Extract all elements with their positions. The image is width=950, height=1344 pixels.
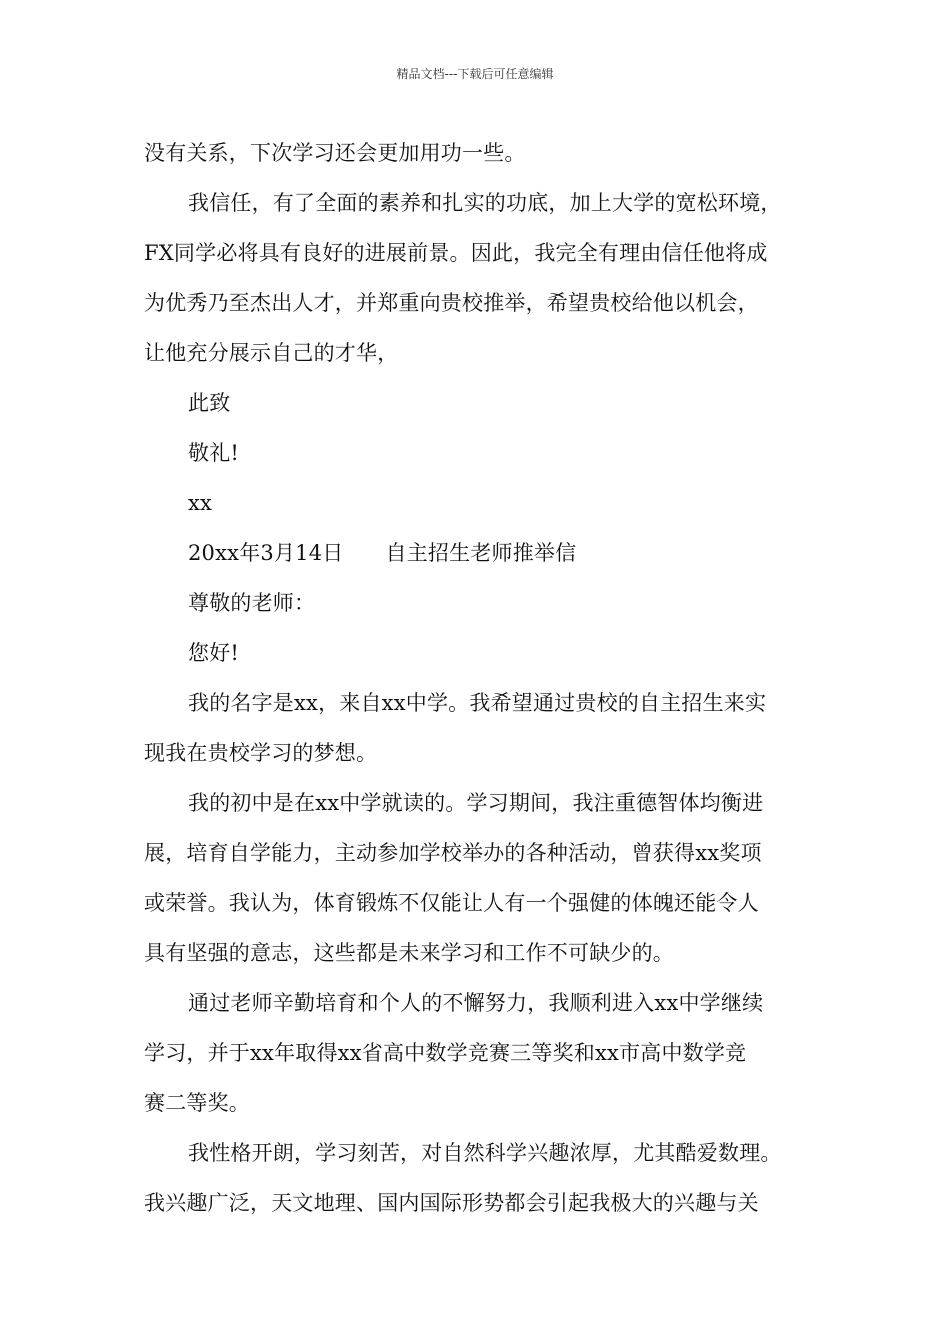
paragraph-line: 我信任，有了全面的素养和扎实的功底，加上大学的宽松环境， (188, 191, 782, 215)
greeting-hello: 您好! (188, 641, 240, 665)
paragraph-line: 没有关系，下次学习还会更加用功一些。 (144, 141, 526, 165)
paragraph-line: 赛二等奖。 (144, 1091, 250, 1115)
paragraph-line: 我性格开朗，学习刻苦，对自然科学兴趣浓厚，尤其酷爱数理。 (188, 1141, 782, 1165)
page-header: 精品文档---下载后可任意编辑 (396, 67, 554, 81)
paragraph-line: 或荣誉。我认为，体育锻炼不仅能让人有一个强健的体魄还能令人 (144, 891, 759, 915)
paragraph-line: 为优秀乃至杰出人才，并郑重向贵校推举，希望贵校给他以机会， (144, 291, 759, 315)
greeting-line: 尊敬的老师： (188, 591, 316, 615)
paragraph-line: 通过老师辛勤培育和个人的不懈努力，我顺利进入xx中学继续 (188, 991, 764, 1015)
paragraph-line: 我的名字是xx，来自xx中学。我希望通过贵校的自主招生来实 (188, 691, 767, 715)
signature-name: xx (188, 491, 213, 515)
date-and-title-line (144, 528, 834, 578)
paragraph-line: 我的初中是在xx中学就读的。学习期间，我注重德智体均衡进 (188, 791, 764, 815)
closing-salutation: 此致 (188, 391, 231, 415)
letter-title: 自主招生老师推举信 (385, 541, 577, 565)
letter-date: 20xx年3月14日 (188, 541, 344, 565)
paragraph-line: 现我在贵校学习的梦想。 (144, 741, 378, 765)
paragraph-line: 学习，并于xx年取得xx省高中数学竞赛三等奖和xx市高中数学竞 (144, 1041, 747, 1065)
paragraph-line: 我兴趣广泛，天文地理、国内国际形势都会引起我极大的兴趣与关 (144, 1191, 759, 1215)
paragraph-line: 让他充分展示自己的才华， (144, 341, 399, 365)
paragraph-line: FX同学必将具有良好的进展前景。因此，我完全有理由信任他将成 (144, 241, 768, 265)
paragraph-line: 展，培育自学能力，主动参加学校举办的各种活动，曾获得xx奖项 (144, 841, 762, 865)
document-body (144, 128, 834, 1228)
closing-regards: 敬礼! (188, 441, 240, 465)
paragraph-line: 具有坚强的意志，这些都是未来学习和工作不可缺少的。 (144, 941, 674, 965)
